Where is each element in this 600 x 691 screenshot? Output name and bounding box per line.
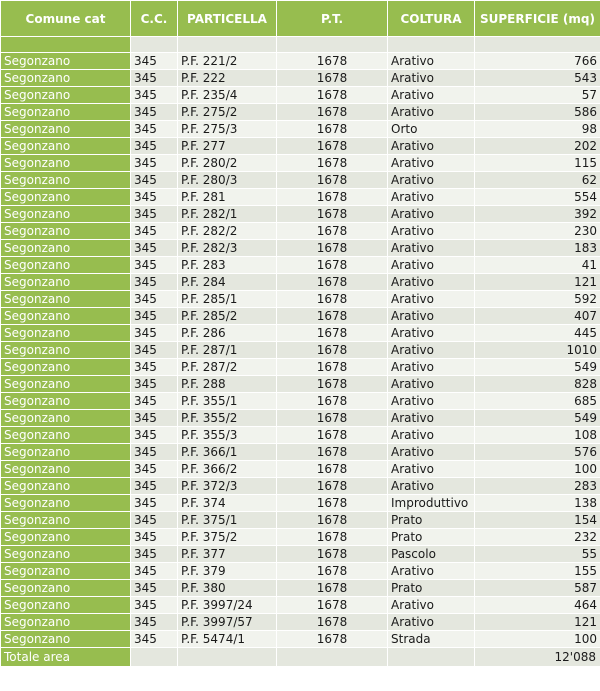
cell-particella: P.F. 280/3 (178, 172, 277, 189)
cell-pt: 1678 (277, 104, 388, 121)
header-row (1, 1, 600, 37)
cell-superficie: 230 (475, 223, 600, 240)
table-body (1, 37, 600, 648)
header-coltura: COLTURA (388, 1, 475, 37)
cell-coltura: Prato (388, 512, 475, 529)
cell-superficie: 587 (475, 580, 600, 597)
cell-pt: 1678 (277, 189, 388, 206)
cell-coltura: Arativo (388, 240, 475, 257)
cell-comune: Segonzano (1, 393, 131, 410)
table-row (1, 70, 600, 87)
table-row (1, 529, 600, 546)
table-row (1, 138, 600, 155)
cell-superficie: 464 (475, 597, 600, 614)
cell-cc: 345 (131, 223, 178, 240)
cell-pt: 1678 (277, 53, 388, 70)
spacer-cell (178, 37, 277, 53)
cell-particella: P.F. 221/2 (178, 53, 277, 70)
cell-coltura: Prato (388, 580, 475, 597)
total-label: Totale area (1, 648, 131, 667)
total-value: 12'088 (475, 648, 600, 667)
table-row (1, 512, 600, 529)
cell-coltura: Arativo (388, 155, 475, 172)
cell-pt: 1678 (277, 614, 388, 631)
cell-superficie: 549 (475, 410, 600, 427)
cell-pt: 1678 (277, 444, 388, 461)
cell-superficie: 100 (475, 461, 600, 478)
table-row (1, 274, 600, 291)
cell-superficie: 202 (475, 138, 600, 155)
cell-pt: 1678 (277, 580, 388, 597)
cell-coltura: Arativo (388, 342, 475, 359)
cell-particella: P.F. 366/2 (178, 461, 277, 478)
cell-superficie: 445 (475, 325, 600, 342)
cell-cc: 345 (131, 529, 178, 546)
cell-particella: P.F. 380 (178, 580, 277, 597)
cell-cc: 345 (131, 308, 178, 325)
cell-comune: Segonzano (1, 342, 131, 359)
cell-cc: 345 (131, 291, 178, 308)
cell-coltura: Arativo (388, 614, 475, 631)
cell-particella: P.F. 375/1 (178, 512, 277, 529)
cell-pt: 1678 (277, 546, 388, 563)
cell-comune: Segonzano (1, 580, 131, 597)
cell-pt: 1678 (277, 257, 388, 274)
cell-particella: P.F. 375/2 (178, 529, 277, 546)
total-row (1, 648, 600, 667)
cell-superficie: 121 (475, 614, 600, 631)
cell-superficie: 685 (475, 393, 600, 410)
cell-coltura: Arativo (388, 461, 475, 478)
table-row (1, 444, 600, 461)
cell-particella: P.F. 222 (178, 70, 277, 87)
table-row (1, 53, 600, 70)
cell-coltura: Arativo (388, 189, 475, 206)
cell-coltura: Arativo (388, 172, 475, 189)
table-row (1, 257, 600, 274)
table-row (1, 410, 600, 427)
spacer-cell (1, 37, 131, 53)
cell-particella: P.F. 281 (178, 189, 277, 206)
cell-pt: 1678 (277, 631, 388, 648)
cell-particella: P.F. 285/2 (178, 308, 277, 325)
table-row (1, 342, 600, 359)
cell-cc: 345 (131, 53, 178, 70)
cell-coltura: Prato (388, 529, 475, 546)
total-empty-cell (388, 648, 475, 667)
cell-pt: 1678 (277, 597, 388, 614)
cell-particella: P.F. 374 (178, 495, 277, 512)
table-row (1, 189, 600, 206)
cell-superficie: 100 (475, 631, 600, 648)
spacer-row (1, 37, 600, 53)
cell-particella: P.F. 280/2 (178, 155, 277, 172)
cell-pt: 1678 (277, 563, 388, 580)
cell-coltura: Arativo (388, 138, 475, 155)
cell-superficie: 549 (475, 359, 600, 376)
cell-particella: P.F. 282/1 (178, 206, 277, 223)
table-row (1, 291, 600, 308)
header-comune-cat: Comune cat (1, 1, 131, 37)
table-row (1, 546, 600, 563)
cell-coltura: Arativo (388, 87, 475, 104)
cell-comune: Segonzano (1, 563, 131, 580)
cell-superficie: 115 (475, 155, 600, 172)
cell-cc: 345 (131, 376, 178, 393)
cell-superficie: 283 (475, 478, 600, 495)
cell-cc: 345 (131, 495, 178, 512)
cell-superficie: 766 (475, 53, 600, 70)
cell-comune: Segonzano (1, 376, 131, 393)
cell-pt: 1678 (277, 121, 388, 138)
cell-particella: P.F. 379 (178, 563, 277, 580)
cell-pt: 1678 (277, 291, 388, 308)
cell-pt: 1678 (277, 223, 388, 240)
cell-pt: 1678 (277, 529, 388, 546)
cell-particella: P.F. 285/1 (178, 291, 277, 308)
cell-superficie: 57 (475, 87, 600, 104)
cell-particella: P.F. 287/1 (178, 342, 277, 359)
cell-particella: P.F. 286 (178, 325, 277, 342)
cell-pt: 1678 (277, 308, 388, 325)
cell-comune: Segonzano (1, 291, 131, 308)
spacer-cell (277, 37, 388, 53)
cell-particella: P.F. 288 (178, 376, 277, 393)
header-cc: C.C. (131, 1, 178, 37)
table-row (1, 427, 600, 444)
cell-cc: 345 (131, 546, 178, 563)
cell-coltura: Improduttivo (388, 495, 475, 512)
cell-superficie: 554 (475, 189, 600, 206)
cell-superficie: 108 (475, 427, 600, 444)
cell-coltura: Arativo (388, 70, 475, 87)
cell-coltura: Pascolo (388, 546, 475, 563)
cell-coltura: Arativo (388, 206, 475, 223)
cell-cc: 345 (131, 410, 178, 427)
cell-cc: 345 (131, 325, 178, 342)
table-row (1, 376, 600, 393)
cell-comune: Segonzano (1, 257, 131, 274)
cell-cc: 345 (131, 257, 178, 274)
table-row (1, 359, 600, 376)
cell-comune: Segonzano (1, 546, 131, 563)
cell-superficie: 55 (475, 546, 600, 563)
cell-coltura: Orto (388, 121, 475, 138)
cell-coltura: Arativo (388, 325, 475, 342)
cell-pt: 1678 (277, 342, 388, 359)
cell-comune: Segonzano (1, 189, 131, 206)
cell-comune: Segonzano (1, 206, 131, 223)
cell-comune: Segonzano (1, 512, 131, 529)
cell-particella: P.F. 355/1 (178, 393, 277, 410)
cell-particella: P.F. 372/3 (178, 478, 277, 495)
cell-pt: 1678 (277, 138, 388, 155)
cell-pt: 1678 (277, 410, 388, 427)
cell-comune: Segonzano (1, 155, 131, 172)
header-superficie: SUPERFICIE (mq) (475, 1, 600, 37)
cell-superficie: 576 (475, 444, 600, 461)
cell-pt: 1678 (277, 461, 388, 478)
cell-comune: Segonzano (1, 444, 131, 461)
cell-cc: 345 (131, 597, 178, 614)
cell-superficie: 543 (475, 70, 600, 87)
cell-cc: 345 (131, 70, 178, 87)
cell-cc: 345 (131, 580, 178, 597)
cell-coltura: Arativo (388, 410, 475, 427)
cell-superficie: 41 (475, 257, 600, 274)
cell-coltura: Arativo (388, 478, 475, 495)
cell-comune: Segonzano (1, 87, 131, 104)
cell-comune: Segonzano (1, 359, 131, 376)
cell-superficie: 183 (475, 240, 600, 257)
cell-comune: Segonzano (1, 172, 131, 189)
cell-cc: 345 (131, 393, 178, 410)
table-row (1, 223, 600, 240)
cell-cc: 345 (131, 478, 178, 495)
cell-particella: P.F. 355/3 (178, 427, 277, 444)
cell-coltura: Arativo (388, 359, 475, 376)
cell-comune: Segonzano (1, 53, 131, 70)
cell-particella: P.F. 287/2 (178, 359, 277, 376)
cell-comune: Segonzano (1, 427, 131, 444)
cell-pt: 1678 (277, 274, 388, 291)
cell-cc: 345 (131, 631, 178, 648)
cell-comune: Segonzano (1, 461, 131, 478)
spacer-cell (131, 37, 178, 53)
cell-cc: 345 (131, 461, 178, 478)
cell-comune: Segonzano (1, 274, 131, 291)
cell-superficie: 62 (475, 172, 600, 189)
cell-pt: 1678 (277, 206, 388, 223)
cell-cc: 345 (131, 342, 178, 359)
cell-comune: Segonzano (1, 478, 131, 495)
cell-cc: 345 (131, 359, 178, 376)
total-empty-cell (131, 648, 178, 667)
cell-cc: 345 (131, 512, 178, 529)
cell-pt: 1678 (277, 87, 388, 104)
cell-superficie: 121 (475, 274, 600, 291)
cell-comune: Segonzano (1, 104, 131, 121)
cell-particella: P.F. 275/2 (178, 104, 277, 121)
table-row (1, 461, 600, 478)
cell-cc: 345 (131, 240, 178, 257)
cell-superficie: 155 (475, 563, 600, 580)
table-row (1, 206, 600, 223)
cell-cc: 345 (131, 274, 178, 291)
cell-particella: P.F. 3997/24 (178, 597, 277, 614)
table-row (1, 614, 600, 631)
cell-cc: 345 (131, 104, 178, 121)
table-row (1, 393, 600, 410)
cell-superficie: 138 (475, 495, 600, 512)
table-row (1, 104, 600, 121)
table-row (1, 87, 600, 104)
cell-pt: 1678 (277, 359, 388, 376)
cell-coltura: Arativo (388, 257, 475, 274)
cell-pt: 1678 (277, 393, 388, 410)
cell-pt: 1678 (277, 325, 388, 342)
cell-cc: 345 (131, 189, 178, 206)
cell-comune: Segonzano (1, 138, 131, 155)
header-particella: PARTICELLA (178, 1, 277, 37)
cell-pt: 1678 (277, 427, 388, 444)
cell-comune: Segonzano (1, 223, 131, 240)
table-row (1, 240, 600, 257)
cell-cc: 345 (131, 138, 178, 155)
cell-comune: Segonzano (1, 308, 131, 325)
cell-pt: 1678 (277, 172, 388, 189)
cell-cc: 345 (131, 121, 178, 138)
cell-superficie: 232 (475, 529, 600, 546)
cell-comune: Segonzano (1, 597, 131, 614)
header-pt: P.T. (277, 1, 388, 37)
cell-superficie: 154 (475, 512, 600, 529)
cell-comune: Segonzano (1, 70, 131, 87)
cell-cc: 345 (131, 155, 178, 172)
cell-particella: P.F. 282/3 (178, 240, 277, 257)
total-empty-cell (277, 648, 388, 667)
table-row (1, 478, 600, 495)
cell-pt: 1678 (277, 70, 388, 87)
cell-comune: Segonzano (1, 529, 131, 546)
cell-comune: Segonzano (1, 410, 131, 427)
cell-cc: 345 (131, 87, 178, 104)
cell-coltura: Arativo (388, 563, 475, 580)
spacer-cell (475, 37, 600, 53)
cell-comune: Segonzano (1, 121, 131, 138)
table-row (1, 155, 600, 172)
cell-superficie: 828 (475, 376, 600, 393)
cell-comune: Segonzano (1, 240, 131, 257)
cell-particella: P.F. 3997/57 (178, 614, 277, 631)
cell-pt: 1678 (277, 240, 388, 257)
cell-coltura: Arativo (388, 376, 475, 393)
cell-comune: Segonzano (1, 325, 131, 342)
cell-comune: Segonzano (1, 614, 131, 631)
table-row (1, 308, 600, 325)
table-row (1, 121, 600, 138)
cell-coltura: Arativo (388, 308, 475, 325)
cell-superficie: 1010 (475, 342, 600, 359)
cell-coltura: Arativo (388, 291, 475, 308)
cell-particella: P.F. 5474/1 (178, 631, 277, 648)
cell-particella: P.F. 235/4 (178, 87, 277, 104)
table-row (1, 563, 600, 580)
cell-particella: P.F. 282/2 (178, 223, 277, 240)
cell-particella: P.F. 283 (178, 257, 277, 274)
cell-particella: P.F. 284 (178, 274, 277, 291)
cell-superficie: 98 (475, 121, 600, 138)
cell-comune: Segonzano (1, 631, 131, 648)
cell-particella: P.F. 277 (178, 138, 277, 155)
cell-coltura: Arativo (388, 53, 475, 70)
cell-coltura: Arativo (388, 393, 475, 410)
cell-cc: 345 (131, 444, 178, 461)
table-row (1, 597, 600, 614)
cell-superficie: 392 (475, 206, 600, 223)
cell-pt: 1678 (277, 512, 388, 529)
total-empty-cell (178, 648, 277, 667)
cell-comune: Segonzano (1, 495, 131, 512)
cell-superficie: 407 (475, 308, 600, 325)
cell-coltura: Arativo (388, 427, 475, 444)
cell-pt: 1678 (277, 495, 388, 512)
cell-particella: P.F. 377 (178, 546, 277, 563)
cell-pt: 1678 (277, 376, 388, 393)
cell-coltura: Arativo (388, 444, 475, 461)
table-row (1, 325, 600, 342)
cell-cc: 345 (131, 614, 178, 631)
cell-superficie: 592 (475, 291, 600, 308)
table-row (1, 631, 600, 648)
cell-coltura: Arativo (388, 597, 475, 614)
cell-particella: P.F. 275/3 (178, 121, 277, 138)
table-row (1, 495, 600, 512)
cell-coltura: Arativo (388, 104, 475, 121)
table-row (1, 580, 600, 597)
cell-superficie: 586 (475, 104, 600, 121)
cell-cc: 345 (131, 206, 178, 223)
cell-particella: P.F. 355/2 (178, 410, 277, 427)
cell-coltura: Arativo (388, 274, 475, 291)
cell-cc: 345 (131, 563, 178, 580)
cell-pt: 1678 (277, 155, 388, 172)
spacer-cell (388, 37, 475, 53)
cell-coltura: Strada (388, 631, 475, 648)
table-row (1, 172, 600, 189)
cell-pt: 1678 (277, 478, 388, 495)
cell-coltura: Arativo (388, 223, 475, 240)
cell-cc: 345 (131, 427, 178, 444)
cell-particella: P.F. 366/1 (178, 444, 277, 461)
cell-cc: 345 (131, 172, 178, 189)
